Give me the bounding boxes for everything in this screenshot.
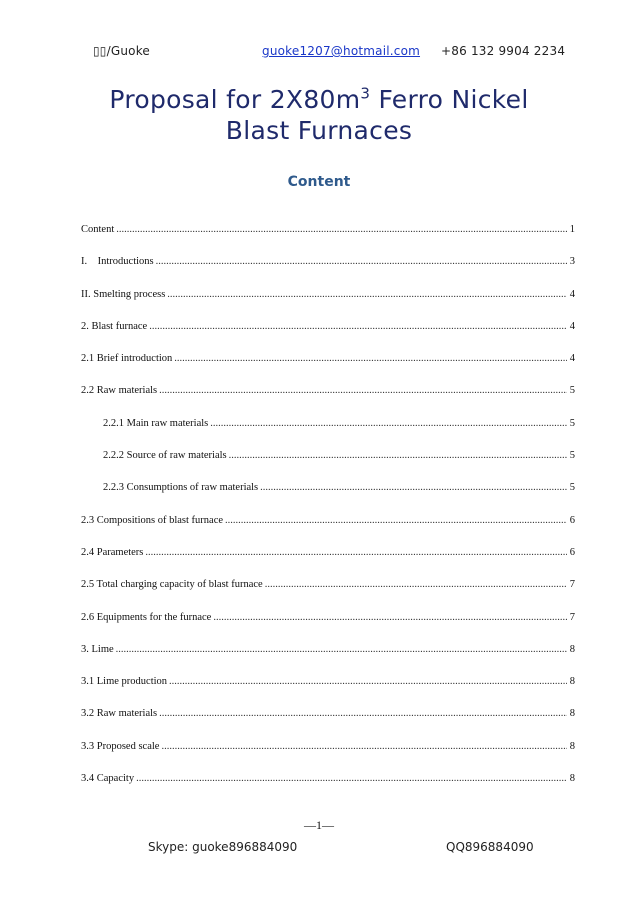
toc-entry-title: II. Smelting process bbox=[81, 288, 166, 300]
toc-dot-leader bbox=[167, 289, 567, 300]
toc-entry[interactable] bbox=[81, 515, 575, 547]
toc-entry-page: 8 bbox=[569, 740, 575, 752]
toc-entry-title: Content bbox=[81, 224, 115, 235]
toc-entry[interactable] bbox=[81, 644, 575, 676]
toc-dot-leader bbox=[149, 321, 567, 332]
toc-entry-title: I. Introductions bbox=[81, 256, 154, 268]
toc-entry[interactable] bbox=[81, 773, 575, 805]
toc-entry-title: 2.2.1 Main raw materials bbox=[103, 417, 209, 429]
toc-dot-leader bbox=[161, 741, 567, 752]
toc-entry-title: 2.2.3 Consumptions of raw materials bbox=[103, 482, 259, 494]
table-of-contents bbox=[81, 224, 575, 805]
toc-entry[interactable] bbox=[81, 224, 575, 256]
toc-entry-title: 2.5 Total charging capacity of blast furnace bbox=[81, 579, 263, 591]
toc-dot-leader bbox=[225, 515, 567, 526]
toc-entry[interactable] bbox=[81, 450, 575, 482]
title-line-1 bbox=[0, 84, 638, 115]
toc-entry[interactable] bbox=[81, 418, 575, 450]
toc-dot-leader bbox=[265, 579, 567, 590]
toc-dot-leader bbox=[116, 224, 567, 235]
toc-entry[interactable] bbox=[81, 612, 575, 644]
footer-skype: Skype: guoke896884090 bbox=[148, 840, 298, 854]
content-heading: Content bbox=[287, 174, 351, 190]
toc-entry-title: 3.4 Capacity bbox=[81, 773, 135, 785]
title-line-2: Blast Furnaces bbox=[225, 116, 413, 145]
toc-entry-page: 8 bbox=[569, 773, 575, 785]
toc-entry[interactable] bbox=[81, 708, 575, 740]
toc-entry-title: 3.3 Proposed scale bbox=[81, 740, 160, 752]
toc-dot-leader bbox=[159, 708, 567, 719]
toc-entry[interactable] bbox=[81, 547, 575, 579]
toc-entry-page: 8 bbox=[569, 708, 575, 720]
toc-entry-page: 7 bbox=[569, 579, 575, 591]
toc-entry-page: 4 bbox=[569, 353, 575, 365]
toc-entry-page: 5 bbox=[569, 385, 575, 397]
toc-entry-page: 4 bbox=[569, 288, 575, 300]
toc-entry-page: 4 bbox=[569, 320, 575, 332]
toc-entry-page: 5 bbox=[569, 417, 575, 429]
toc-entry-title: 2.1 Brief introduction bbox=[81, 353, 173, 365]
toc-entry[interactable] bbox=[81, 321, 575, 353]
page-number: —1— bbox=[304, 818, 334, 832]
toc-entry-title: 3.2 Raw materials bbox=[81, 708, 158, 720]
toc-entry-page: 8 bbox=[569, 676, 575, 688]
toc-entry-page: 6 bbox=[569, 514, 575, 526]
toc-entry[interactable] bbox=[81, 289, 575, 321]
header-author: ▯▯/Guoke bbox=[93, 44, 151, 58]
toc-entry-title: 2.2.2 Source of raw materials bbox=[103, 450, 227, 462]
toc-entry-title: 2.3 Compositions of blast furnace bbox=[81, 514, 224, 526]
page-header bbox=[0, 44, 638, 62]
toc-dot-leader bbox=[145, 547, 567, 558]
toc-entry-page: 6 bbox=[569, 546, 575, 558]
toc-entry[interactable] bbox=[81, 482, 575, 514]
title-line-1-text: Proposal for 2X80m bbox=[109, 85, 361, 114]
toc-dot-leader bbox=[210, 418, 567, 429]
title-superscript: 3 bbox=[360, 84, 371, 103]
toc-dot-leader bbox=[213, 612, 567, 623]
toc-entry-page: 5 bbox=[569, 482, 575, 494]
title-line-1-rest: Ferro Nickel bbox=[370, 85, 529, 114]
toc-entry-title: 2. Blast furnace bbox=[81, 320, 148, 332]
document-title bbox=[0, 84, 638, 146]
toc-entry-title: 3. Lime bbox=[81, 643, 114, 655]
toc-entry-title: 2.6 Equipments for the furnace bbox=[81, 611, 212, 623]
toc-dot-leader bbox=[174, 353, 567, 364]
toc-entry-title: 2.4 Parameters bbox=[81, 546, 144, 558]
toc-entry[interactable] bbox=[81, 353, 575, 385]
toc-dot-leader bbox=[260, 482, 567, 493]
toc-entry-page: 3 bbox=[569, 256, 575, 268]
toc-dot-leader bbox=[136, 773, 567, 784]
toc-entry[interactable] bbox=[81, 676, 575, 708]
toc-entry-page: 5 bbox=[569, 450, 575, 462]
toc-entry[interactable] bbox=[81, 256, 575, 288]
header-email-link[interactable]: guoke1207@hotmail.com bbox=[262, 44, 421, 58]
footer-qq: QQ896884090 bbox=[446, 840, 534, 854]
toc-entry[interactable] bbox=[81, 741, 575, 773]
toc-dot-leader bbox=[169, 676, 567, 687]
toc-entry-page: 8 bbox=[569, 643, 575, 655]
toc-entry-title: 3.1 Lime production bbox=[81, 676, 168, 688]
toc-dot-leader bbox=[156, 256, 567, 267]
toc-entry[interactable] bbox=[81, 579, 575, 611]
header-phone: +86 132 9904 2234 bbox=[441, 44, 566, 58]
toc-entry-page: 1 bbox=[569, 224, 575, 235]
toc-dot-leader bbox=[159, 385, 567, 396]
toc-dot-leader bbox=[116, 644, 567, 655]
toc-entry[interactable] bbox=[81, 385, 575, 417]
toc-entry-title: 2.2 Raw materials bbox=[81, 385, 158, 397]
toc-dot-leader bbox=[229, 450, 567, 461]
toc-entry-page: 7 bbox=[569, 611, 575, 623]
